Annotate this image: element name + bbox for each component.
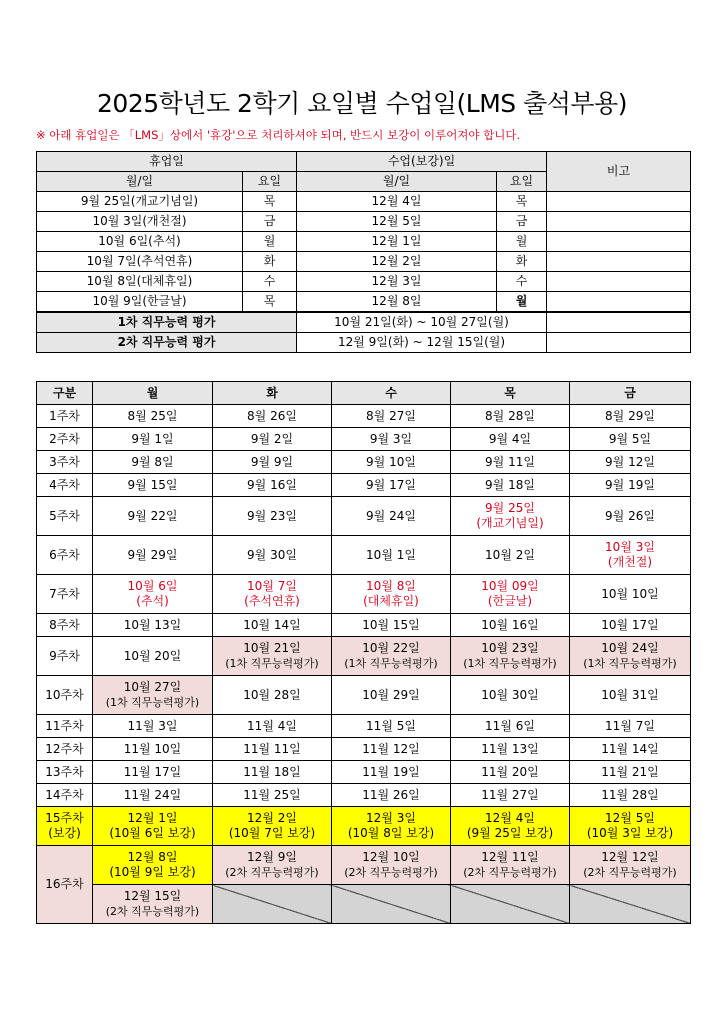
day-cell: 10월 2일 — [451, 536, 570, 575]
day-note: (10월 8일 보강) — [347, 826, 435, 840]
day-cell: 8월 29일 — [570, 405, 691, 428]
day-note: (2차 직무능력평가) — [463, 866, 557, 879]
day-note: (개천절) — [607, 555, 653, 569]
day-date: 12월 10일 — [362, 850, 420, 864]
holiday-row — [37, 192, 691, 212]
eval2-period: 12월 9일(화) ~ 12월 15일(월) — [297, 333, 547, 353]
holiday-date: 10월 6일(추석) — [37, 232, 243, 252]
holiday-weekday: 월 — [243, 232, 297, 252]
week-row — [37, 676, 691, 715]
day-date: 12월 1일 — [127, 811, 178, 825]
day-cell: 10월 16일 — [451, 614, 570, 637]
holiday-weekday: 화 — [243, 252, 297, 272]
day-cell: 9월 11일 — [451, 451, 570, 474]
eval-cell — [570, 846, 691, 885]
makeup-cell — [93, 846, 213, 885]
header-week: 구분 — [37, 382, 93, 405]
holiday-row — [37, 232, 691, 252]
day-cell: 9월 1일 — [93, 428, 213, 451]
holiday-row — [37, 252, 691, 272]
holiday-weekday: 목 — [243, 292, 297, 313]
day-cell: 11월 24일 — [93, 784, 213, 807]
makeup-weekday: 화 — [497, 252, 547, 272]
holiday-weekday: 금 — [243, 212, 297, 232]
week-label: 2주차 — [37, 428, 93, 451]
week-label: 7주차 — [37, 575, 93, 614]
day-note: (10월 7일 보강) — [228, 826, 316, 840]
day-cell: 11월 14일 — [570, 738, 691, 761]
day-note: (2차 직무능력평가) — [583, 866, 677, 879]
note-cell — [547, 312, 691, 333]
day-cell: 10월 14일 — [213, 614, 332, 637]
week-label: 3주차 — [37, 451, 93, 474]
day-cell: 11월 11일 — [213, 738, 332, 761]
makeup-weekday: 목 — [497, 192, 547, 212]
day-note: (1차 직무능력평가) — [225, 657, 319, 670]
holiday-date: 10월 9일(한글날) — [37, 292, 243, 313]
week-row — [37, 575, 691, 614]
week-label: 8주차 — [37, 614, 93, 637]
day-cell: 9월 5일 — [570, 428, 691, 451]
day-cell: 10월 15일 — [332, 614, 451, 637]
eval-cell — [332, 637, 451, 676]
day-cell: 9월 19일 — [570, 474, 691, 497]
day-date: 9월 25일 — [485, 501, 535, 515]
day-cell: 9월 12일 — [570, 451, 691, 474]
day-date: 10월 09일 — [481, 579, 539, 593]
day-note: (1차 직무능력평가) — [463, 657, 557, 670]
week-row — [37, 846, 691, 885]
holiday-date: 10월 8일(대체휴일) — [37, 272, 243, 292]
day-cell: 9월 16일 — [213, 474, 332, 497]
day-date: 10월 21일 — [243, 641, 301, 655]
day-cell: 11월 20일 — [451, 761, 570, 784]
eval1-label: 1차 직무능력 평가 — [37, 312, 297, 333]
day-cell: 11월 19일 — [332, 761, 451, 784]
week-label: 13주차 — [37, 761, 93, 784]
day-date: 12월 9일 — [247, 850, 297, 864]
makeup-weekday: 월 — [497, 232, 547, 252]
day-cell: 8월 28일 — [451, 405, 570, 428]
day-cell: 9월 22일 — [93, 497, 213, 536]
day-cell: 11월 13일 — [451, 738, 570, 761]
day-note: (한글날) — [487, 594, 533, 608]
day-note: (1차 직무능력평가) — [583, 657, 677, 670]
day-cell: 11월 18일 — [213, 761, 332, 784]
makeup-date: 12월 1일 — [297, 232, 497, 252]
day-note: (2차 직무능력평가) — [344, 866, 438, 879]
day-cell: 8월 25일 — [93, 405, 213, 428]
holiday-row — [37, 292, 691, 313]
makeup-weekday: 수 — [497, 272, 547, 292]
week-label: 12주차 — [37, 738, 93, 761]
day-note: (10월 6일 보강) — [109, 826, 196, 840]
note-cell — [547, 333, 691, 353]
makeup-date: 12월 2일 — [297, 252, 497, 272]
day-cell: 9월 24일 — [332, 497, 451, 536]
week-row — [37, 614, 691, 637]
day-cell: 11월 28일 — [570, 784, 691, 807]
day-date: 12월 4일 — [485, 811, 535, 825]
makeup-date: 12월 4일 — [297, 192, 497, 212]
eval-row — [37, 312, 691, 333]
day-date: 12월 11일 — [481, 850, 539, 864]
makeup-cell — [93, 807, 213, 846]
day-date: 12월 5일 — [605, 811, 655, 825]
holiday-cell — [570, 536, 691, 575]
makeup-weekday: 금 — [497, 212, 547, 232]
note-cell — [547, 212, 691, 232]
day-date: 10월 7일 — [247, 579, 297, 593]
day-cell: 10월 13일 — [93, 614, 213, 637]
eval-cell — [570, 637, 691, 676]
day-cell: 10월 31일 — [570, 676, 691, 715]
day-cell: 10월 20일 — [93, 637, 213, 676]
makeup-cell — [451, 807, 570, 846]
makeup-cell — [213, 807, 332, 846]
day-cell: 11월 21일 — [570, 761, 691, 784]
week-label: 6주차 — [37, 536, 93, 575]
header-holiday-weekday: 요일 — [243, 172, 297, 192]
header-tue: 화 — [213, 382, 332, 405]
week-row — [37, 761, 691, 784]
holiday-row — [37, 272, 691, 292]
holiday-date: 10월 7일(추석연휴) — [37, 252, 243, 272]
day-date: 10월 8일 — [366, 579, 416, 593]
week-row — [37, 451, 691, 474]
header-mon: 월 — [93, 382, 213, 405]
makeup-cell — [570, 807, 691, 846]
day-note: (2차 직무능력평가) — [105, 905, 200, 918]
makeup-weekday: 월 — [497, 292, 547, 313]
day-cell: 9월 10일 — [332, 451, 451, 474]
day-note: (10월 9일 보강) — [109, 865, 196, 879]
day-note: (1차 직무능력평가) — [344, 657, 438, 670]
makeup-date: 12월 3일 — [297, 272, 497, 292]
holiday-cell — [93, 575, 213, 614]
holiday-cell — [451, 497, 570, 536]
day-cell: 10월 29일 — [332, 676, 451, 715]
week-label — [37, 807, 93, 846]
day-note: (추석) — [136, 594, 169, 608]
day-cell: 11월 3일 — [93, 715, 213, 738]
day-note: (추석연휴) — [244, 594, 300, 608]
day-cell: 8월 27일 — [332, 405, 451, 428]
day-date: 10월 3일 — [605, 540, 655, 554]
day-note: (대체휴일) — [363, 594, 419, 608]
header-makeup-weekday: 요일 — [497, 172, 547, 192]
day-cell: 9월 2일 — [213, 428, 332, 451]
holiday-weekday: 수 — [243, 272, 297, 292]
day-cell: 11월 12일 — [332, 738, 451, 761]
header-fri: 금 — [570, 382, 691, 405]
makeup-date: 12월 5일 — [297, 212, 497, 232]
eval-row — [37, 333, 691, 353]
day-cell: 10월 1일 — [332, 536, 451, 575]
week-label: 11주차 — [37, 715, 93, 738]
day-date: 12월 2일 — [247, 811, 297, 825]
day-cell: 8월 26일 — [213, 405, 332, 428]
week-row — [37, 637, 691, 676]
note-cell — [547, 252, 691, 272]
eval1-period: 10월 21일(화) ~ 10월 27일(월) — [297, 312, 547, 333]
day-cell: 10월 10일 — [570, 575, 691, 614]
day-cell: 11월 26일 — [332, 784, 451, 807]
day-note: (9월 25일 보강) — [466, 826, 554, 840]
page-title: 2025학년도 2학기 요일별 수업일(LMS 출석부용) — [97, 89, 627, 118]
day-cell: 11월 6일 — [451, 715, 570, 738]
day-cell: 9월 8일 — [93, 451, 213, 474]
day-date: 12월 8일 — [127, 850, 178, 864]
header-wed: 수 — [332, 382, 451, 405]
holiday-weekday: 목 — [243, 192, 297, 212]
note-cell — [547, 272, 691, 292]
header-note: 비고 — [547, 152, 691, 192]
week-row — [37, 474, 691, 497]
header-makeup-date: 월/일 — [297, 172, 497, 192]
header-holiday-date: 월/일 — [37, 172, 243, 192]
day-note: (개교기념일) — [476, 516, 544, 530]
header-thu: 목 — [451, 382, 570, 405]
empty-cell — [570, 885, 691, 924]
holiday-date: 9월 25일(개교기념일) — [37, 192, 243, 212]
week-label-note: (보강) — [48, 826, 81, 840]
note-cell — [547, 232, 691, 252]
day-cell: 11월 4일 — [213, 715, 332, 738]
week-label: 4주차 — [37, 474, 93, 497]
eval-cell — [451, 637, 570, 676]
day-date: 10월 27일 — [123, 680, 182, 694]
day-cell: 10월 17일 — [570, 614, 691, 637]
day-cell: 11월 17일 — [93, 761, 213, 784]
week-row — [37, 715, 691, 738]
eval-cell — [332, 846, 451, 885]
empty-cell — [332, 885, 451, 924]
day-cell: 10월 28일 — [213, 676, 332, 715]
day-note: (10월 3일 보강) — [586, 826, 674, 840]
day-cell: 11월 25일 — [213, 784, 332, 807]
holiday-cell — [213, 575, 332, 614]
day-cell: 9월 9일 — [213, 451, 332, 474]
day-date: 10월 22일 — [362, 641, 420, 655]
day-cell: 9월 15일 — [93, 474, 213, 497]
empty-cell — [213, 885, 332, 924]
week-label: 14주차 — [37, 784, 93, 807]
week-label-text: 15주차 — [45, 811, 84, 825]
makeup-cell — [332, 807, 451, 846]
eval-cell — [213, 846, 332, 885]
header-holiday: 휴업일 — [37, 152, 297, 172]
week-label: 1주차 — [37, 405, 93, 428]
week-label: 5주차 — [37, 497, 93, 536]
day-cell: 9월 4일 — [451, 428, 570, 451]
day-cell: 11월 10일 — [93, 738, 213, 761]
note-cell — [547, 192, 691, 212]
week-row — [37, 536, 691, 575]
week-row — [37, 784, 691, 807]
makeup-date: 12월 8일 — [297, 292, 497, 313]
eval-cell — [451, 846, 570, 885]
holiday-cell — [451, 575, 570, 614]
day-cell: 9월 18일 — [451, 474, 570, 497]
holiday-cell — [332, 575, 451, 614]
day-date: 10월 23일 — [481, 641, 539, 655]
day-date: 10월 6일 — [127, 579, 178, 593]
holiday-table — [36, 151, 691, 353]
calendar-table — [36, 381, 691, 924]
eval-cell — [93, 885, 213, 924]
day-cell: 11월 7일 — [570, 715, 691, 738]
week-row — [37, 497, 691, 536]
week-row — [37, 885, 691, 924]
week-label: 16주차 — [37, 846, 93, 924]
week-row — [37, 738, 691, 761]
week-row — [37, 807, 691, 846]
week-row — [37, 428, 691, 451]
holiday-date: 10월 3일(개천절) — [37, 212, 243, 232]
eval-cell — [213, 637, 332, 676]
day-cell: 9월 23일 — [213, 497, 332, 536]
day-date: 12월 12일 — [601, 850, 659, 864]
day-cell: 9월 30일 — [213, 536, 332, 575]
day-cell: 9월 3일 — [332, 428, 451, 451]
eval-cell — [93, 676, 213, 715]
day-note: (2차 직무능력평가) — [225, 866, 319, 879]
note-cell — [547, 292, 691, 313]
week-label: 9주차 — [37, 637, 93, 676]
day-cell: 11월 27일 — [451, 784, 570, 807]
week-label: 10주차 — [37, 676, 93, 715]
day-cell: 9월 29일 — [93, 536, 213, 575]
holiday-row — [37, 212, 691, 232]
empty-cell — [451, 885, 570, 924]
week-row — [37, 405, 691, 428]
day-cell: 9월 17일 — [332, 474, 451, 497]
day-cell: 10월 30일 — [451, 676, 570, 715]
day-date: 12월 3일 — [366, 811, 416, 825]
eval2-label: 2차 직무능력 평가 — [37, 333, 297, 353]
day-date: 12월 15일 — [123, 889, 182, 903]
day-cell: 11월 5일 — [332, 715, 451, 738]
day-note: (1차 직무능력평가) — [105, 696, 200, 709]
header-makeup: 수업(보강)일 — [297, 152, 547, 172]
notice-text: ※ 아래 휴업일은 「LMS」상에서 '휴강'으로 처리하셔야 되며, 반드시 보강이 이루어져야 합니다. — [36, 128, 521, 142]
day-cell: 9월 26일 — [570, 497, 691, 536]
day-date: 10월 24일 — [601, 641, 659, 655]
